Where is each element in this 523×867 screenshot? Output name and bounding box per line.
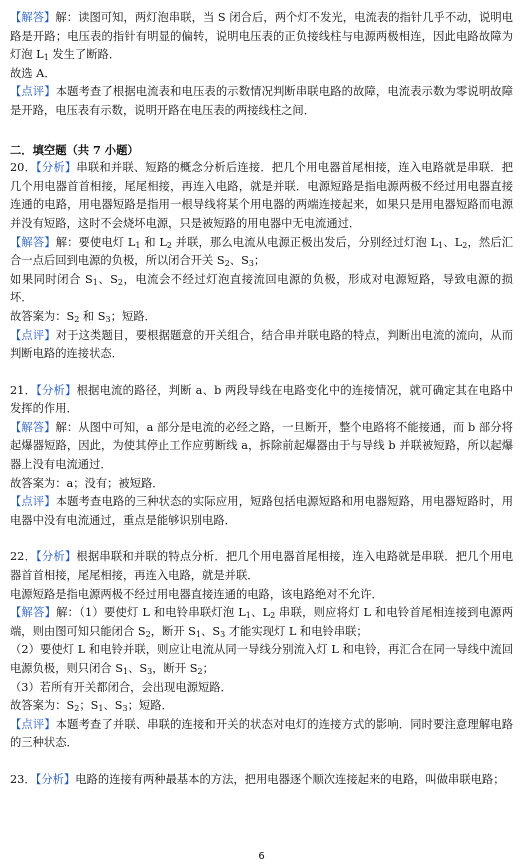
section-heading: 二．填空题（共 7 小题） — [10, 142, 139, 157]
solution-tag: 【解答】 — [10, 11, 56, 24]
q21-answer: 故答案为：a；没有；被短路． — [10, 476, 164, 490]
analysis-tag: 【分析】 — [36, 383, 77, 397]
q21-analysis: 21．【分析】根据电流的路径，判断 a、b 两段导线在电路变化中的连接情况，就可确定其在电路中发挥的作用． — [10, 383, 514, 416]
q20-analysis: 20．【分析】串联和并联、短路的概念分析后连接．把几个用电器首尾相接，连入电路就是串联．把几个用电器首首相接，尾尾相接，再连入电路，就是并联．电源短路是指电源两极不经过用电器直接连通的电路，用电器短路是指用一根导线将某个用电器的两端连接起来，如果只是用电器短路而电源并没有短路，这时不会烧坏电源，只是被短路的用电器中无电流通过． — [10, 161, 513, 230]
q22-solution-2: （2）要使灯 L 和电铃并联，则应让电流从同一导线分别流入灯 L 和电铃，再汇合在同一导线中流回电源负极，则只闭合 $S_1$、$S_3$，断开 $S_2$； — [10, 643, 513, 676]
q22-note: 电源短路是指电源两极不经过用电器直接连通的电路，该电路绝对不允许． — [10, 587, 383, 601]
q19-comment: 【点评】本题考查了根据电流表和电压表的示数情况判断串联电路的故障，电流表示数为零说明故障是开路，电压表有示数，说明开路在电压表的两接线柱之间． — [10, 85, 513, 117]
q22-answer: 故答案为：$S_2$；$S_1$、$S_3$；短路． — [10, 699, 173, 714]
q21-comment: 【点评】本题考查电路的三种状态的实际应用，短路包括电源短路和用电器短路，用电器短路时，用电器中没有电流通过，重点是能够识别电路． — [10, 495, 513, 527]
q22-analysis: 22．【分析】根据串联和并联的特点分析．把几个用电器首尾相接，连入电路就是串联．把几个用电器首首相接，尾尾相接，再连入电路，就是并联． — [10, 550, 513, 583]
q22-solution-1: 【解答】解：（1）要使灯 L 和电铃串联灯泡 $L_1$、$L_2$ 串联，则应将灯 L 和电铃首尾相连接到电源两端，则由图可知只能闭合 $S_2$，断开 $S_1$、$S_3$ 才能实现灯 L 和电铃串联； — [10, 606, 513, 639]
q20-comment: 【点评】对于这类题目，要根据题意的开关组合，结合串并联电路的特点，判断出电流的流向，从而判断电路的连接状态． — [10, 328, 513, 361]
analysis-tag: 【分析】 — [36, 161, 77, 175]
solution-tag: 【解答】 — [10, 235, 56, 249]
analysis-tag: 【分析】 — [35, 772, 76, 786]
q20-solution-1: 【解答】解：要使电灯 $L_1$ 和 $L_2$ 并联，那么电流从电源正极出发后，分别经过灯泡 $L_1$、$L_2$，然后汇合一点后回到电源的负极，所以闭合开关 $S_2$、$S_3$； — [10, 235, 514, 269]
comment-tag: 【点评】 — [10, 495, 56, 509]
q19-answer: 故选 A． — [10, 66, 56, 80]
analysis-tag: 【分析】 — [36, 550, 77, 564]
q23-analysis: 23．【分析】电路的连接有两种最基本的方法，把用电器逐个顺次连接起来的电路，叫做串联电路； — [10, 772, 505, 786]
comment-tag: 【点评】 — [10, 328, 56, 342]
comment-tag: 【点评】 — [10, 85, 56, 99]
q19-solution: 【解答】解：读图可知，两灯泡串联，当 S 闭合后，两个灯不发光，电流表的指针几乎不动，说明电路是开路；电压表的指针有明显的偏转，说明电压表的正负接线柱与电源两极相连，因此电路故障为灯泡 $L_1$ 发生了断路． — [10, 11, 513, 63]
q20-answer: 故答案为：$S_2$ 和 $S_3$；短路． — [10, 309, 156, 324]
q20-solution-2: 如果同时闭合 $S_1$、$S_2$，电流会不经过灯泡直接流回电源的负极，形成对电源短路，导致电源的损坏． — [10, 272, 513, 305]
page-content — [10, 9, 513, 790]
q22-comment: 【点评】本题考查了并联、串联的连接和开关的状态对电灯的连接方式的影响．同时要注意理解电路的三种状态． — [10, 717, 513, 750]
comment-tag: 【点评】 — [10, 717, 56, 731]
q22-solution-3: （3）若所有开关都闭合，会出现电源短路． — [10, 680, 232, 694]
solution-tag: 【解答】 — [10, 606, 57, 620]
solution-tag: 【解答】 — [10, 420, 56, 434]
q21-solution: 【解答】解：从图中可知，a 部分是电流的必经之路，一旦断开，整个电路将不能接通，而 b 部分将起爆器短路，因此，为使其停止工作应剪断线 a，拆除前起爆器由于与导线 b 并联被短路，所以起爆器上没有电流通过． — [10, 420, 513, 472]
page-number: 6 — [258, 851, 265, 862]
